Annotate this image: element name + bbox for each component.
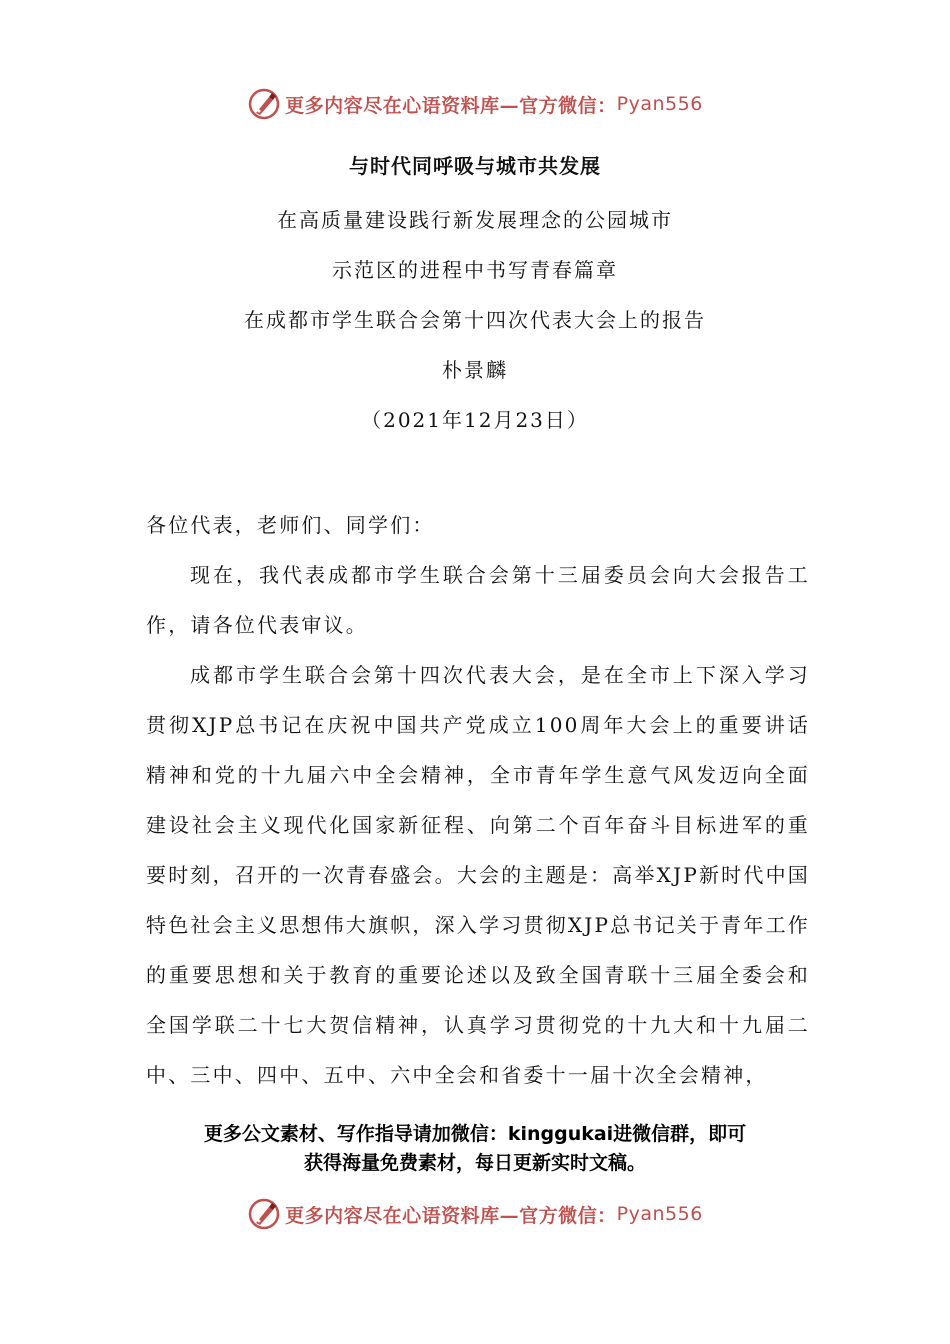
subtitle-line-3: 在成都市学生联合会第十四次代表大会上的报告 (244, 308, 706, 332)
promo-notice (0, 1120, 950, 1178)
document-body (146, 500, 810, 1100)
watermark-wechat-id: Pyan556 (616, 1203, 703, 1225)
watermark-text: 更多内容尽在心语资料库—官方微信： (285, 1204, 617, 1227)
promo-line-1: 更多公文素材、写作指导请加微信：kinggukai进微信群，即可 (203, 1123, 747, 1145)
pen-nib-logo-icon (247, 87, 281, 121)
promo-line-2: 获得海量免费素材，每日更新实时文稿。 (303, 1152, 646, 1174)
watermark-wechat-id: Pyan556 (616, 93, 703, 115)
document-title: 与时代同呼吸与城市共发展 (349, 154, 601, 178)
subtitle-line-1: 在高质量建设践行新发展理念的公园城市 (277, 208, 673, 232)
subtitle-line-2: 示范区的进程中书写青春篇章 (332, 258, 618, 282)
paragraph-1: 现在，我代表成都市学生联合会第十三届委员会向大会报告工作，请各位代表审议。 (146, 563, 810, 637)
date: （2021年12月23日） (361, 408, 589, 432)
watermark-text: 更多内容尽在心语资料库—官方微信： (285, 94, 617, 117)
author: 朴景麟 (442, 358, 508, 382)
pen-nib-logo-icon (247, 1197, 281, 1231)
paragraph-2: 成都市学生联合会第十四次代表大会，是在全市上下深入学习贯彻XJP总书记在庆祝中国共产党成立100周年大会上的重要讲话精神和党的十九届六中全会精神，全市青年学生意气风发迈向全面建设社会主义现代化国家新征程、向第二个百年奋斗目标进军的重要时刻，召开的一次青春盛会。大会的主题是：高举XJP新时代中国特色社会主义思想伟大旗帜，深入学习贯彻XJP总书记关于青年工作的重要思想和关于教育的重要论述以及致全国青联十三届全委会和全国学联二十七大贺信精神，认真学习贯彻党的十九大和十九届二中、三中、四中、五中、六中全会和省委十一届十次全会精神， (146, 663, 810, 1087)
watermark-header (0, 86, 950, 122)
watermark-footer (0, 1196, 950, 1232)
salutation: 各位代表，老师们、同学们： (146, 513, 435, 537)
